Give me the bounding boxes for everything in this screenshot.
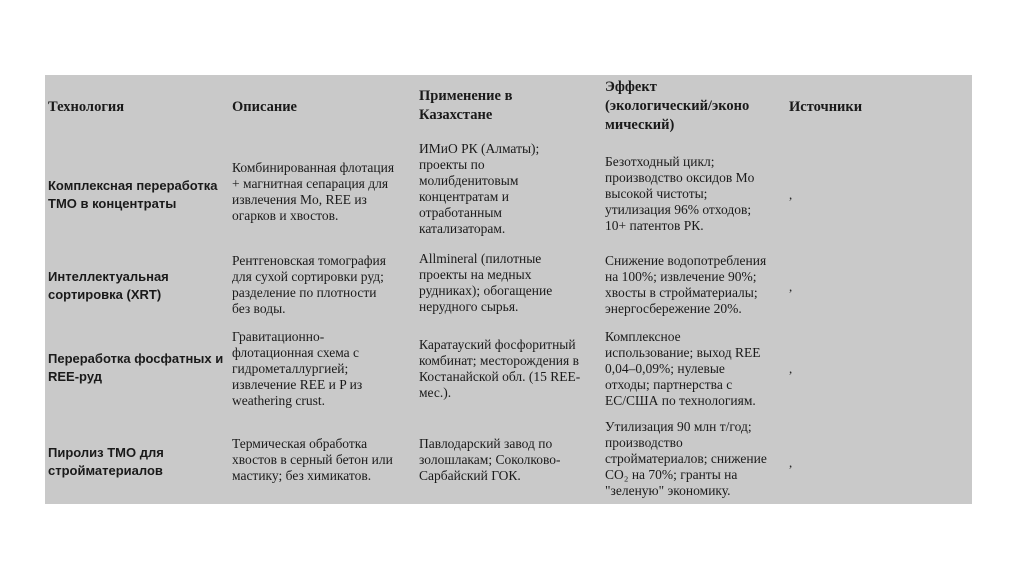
row-4-sources: , <box>789 455 793 470</box>
row-2-sources: , <box>789 279 793 294</box>
header-technology: Технология <box>48 98 125 115</box>
row-1-effect: Безотходный цикл; производство оксидов Mo высокой чистоты; утилизация 96% отходов; 10+ патентов РК. <box>605 154 755 233</box>
row-3-sources: , <box>789 361 793 376</box>
row-2-application: Allmineral (пилотные проекты на медных рудниках); обогащение нерудного сырья. <box>419 251 553 314</box>
row-3-description: Гравитационно- флотационная схема с гидрометаллургией; извлечение REE и P из weathering crust. <box>232 329 363 408</box>
header-effect: Эффект (экологический/эконо мический) <box>605 78 750 133</box>
row-4-application: Павлодарский завод по золошлакам; Соколково- Сарбайский ГОК. <box>419 436 561 483</box>
header-sources: Источники <box>789 98 863 115</box>
row-3-application: Каратауский фосфоритный комбинат; месторождения в Костанайской обл. (15 REE- мес.). <box>419 337 581 400</box>
header-description: Описание <box>232 98 297 115</box>
row-2-description: Рентгеновская томография для сухой сортировки руд; разделение по плотности без воды. <box>232 253 386 316</box>
row-3-technology: Переработка фосфатных и REE-руд <box>48 351 224 384</box>
row-1-application: ИМиО РК (Алматы); проекты по молибденитовым концентратам и отработанным катализаторам. <box>419 141 540 236</box>
row-4-technology: Пиролиз ТМО для стройматериалов <box>48 445 164 478</box>
row-4-effect: Утилизация 90 млн т/год; производство стройматериалов; снижение CO₂ на 70%; гранты на "зеленую" экономику. <box>605 419 767 498</box>
row-3-effect: Комплексное использование; выход REE 0,04–0,09%; нулевые отходы; партнерства с ЕС/США по технологиям. <box>605 329 761 408</box>
row-2-technology: Интеллектуальная сортировка (XRT) <box>48 269 169 302</box>
technology-table <box>45 75 972 504</box>
row-1-description: Комбинированная флотация + магнитная сепарация для извлечения Mo, REE из огарков и хвостов. <box>232 160 395 223</box>
header-application: Применение в Казахстане <box>419 88 513 123</box>
row-1-technology: Комплексная переработка ТМО в концентраты <box>48 178 218 211</box>
row-4-description: Термическая обработка хвостов в серный бетон или мастику; без химикатов. <box>232 436 393 483</box>
row-1-sources: , <box>789 187 793 202</box>
row-2-effect: Снижение водопотребления на 100%; извлечение 90%; хвосты в стройматериалы; энергосбережение 20%. <box>605 253 767 316</box>
